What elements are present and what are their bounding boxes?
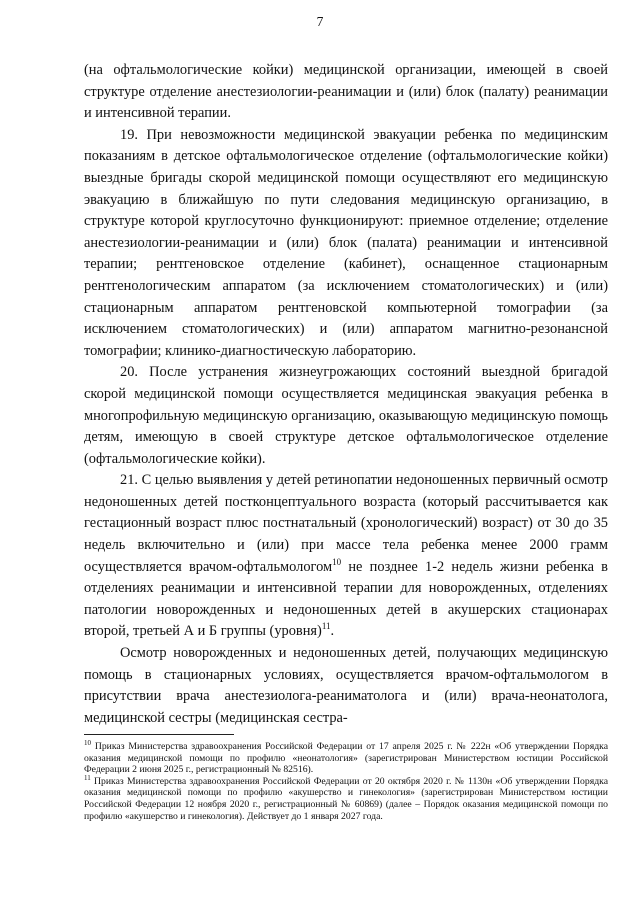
footnote-10-text: Приказ Министерства здравоохранения Российской Федерации от 17 апреля 2025 г. № 222н «Об утверждении Порядка оказания медицинской помощи по профилю «неонатология» (зарегистрирован Министерством юстиции Российской Федерации 2 июня 2025 г., регистрационный № 82516).	[84, 741, 608, 776]
paragraph-21-part-c: .	[330, 623, 335, 640]
paragraph-continuation: (на офтальмологические койки) медицинской организации, имеющей в своей структуре отделение анестезиологии-реанимации и (или) блок (палату) реанимации и интенсивной терапии.	[84, 62, 608, 122]
paragraph-21-part-a: 21. С целью выявления у детей ретинопатии недоношенных первичный осмотр недоношенных детей постконцептуального возраста (который рассчитывается как гестационный возраст плюс постнатальный (хронологический) возраст) от 30 до 35 недель включительно и (или) при массе тела ребенка менее 2000 грамм осуществляется врачом-офтальмологом	[84, 472, 608, 575]
paragraph-21	[84, 470, 608, 643]
footnotes	[84, 734, 608, 822]
footnote-ref-11[interactable]: 11	[321, 621, 331, 632]
footnote-10-number: 10	[84, 738, 91, 747]
footnote-11	[84, 773, 608, 822]
footnote-11-text: Приказ Министерства здравоохранения Российской Федерации от 20 октября 2020 г. № 1130н «Об утверждении Порядка оказания медицинской помощи по профилю «акушерство и гинекология» (зарегистрирован Министерством юстиции Российской Федерации 12 ноября 2020 г., регистрационный № 60869) (далее – Порядок оказания медицинской помощи по профилю «акушерство и гинекология). Действует до 1 января 2027 года.	[84, 775, 608, 822]
paragraph-20: 20. После устранения жизнеугрожающих состояний выездной бригадой скорой медицинской помощи осуществляется медицинская эвакуация ребенка в многопрофильную медицинскую организацию, оказывающую медицинскую помощь детям, имеющую в своей структуре детское офтальмологическое отделение (офтальмологические койки).	[84, 364, 608, 467]
paragraph-exam: Осмотр новорожденных и недоношенных детей, получающих медицинскую помощь в стационарных условиях, осуществляется врачом-офтальмологом в присутствии врача анестезиолога-реаниматолога и (или) врача-неонатолога, медицинской сестры (медицинская сестра-	[84, 645, 608, 726]
footnote-11-number: 11	[84, 773, 91, 782]
body-text	[84, 60, 608, 729]
paragraph-21-part-b: не позднее 1-2 недель жизни ребенка в отделениях реанимации и интенсивной терапии для новорожденных, отделениях патологии новорожденных и недоношенных детей в акушерских стационарах второй, третьей А и Б группы (уровня)	[84, 558, 608, 640]
footnote-10	[84, 738, 608, 776]
page-number: 7	[316, 14, 324, 29]
footnote-ref-10[interactable]: 10	[332, 556, 342, 567]
paragraph-19: 19. При невозможности медицинской эвакуации ребенка по медицинским показаниям в детское офтальмологическое отделение (офтальмологические койки) выездные бригады скорой медицинской помощи осуществляют его медицинскую эвакуацию в ближайшую по пути следования медицинскую организацию, в структуре которой круглосуточно функционируют: приемное отделение; отделение анестезиологии-реанимации и (или) блок (палата) реанимации и интенсивной терапии; рентгеновское отделение (кабинет), оснащенное стационарным рентгенологическим аппаратом (за исключением стоматологических) и (или) стационарным аппаратом рентгеновской компьютерной томографии (за исключением стоматологических) и (или) аппаратом магнитно-резонансной томографии; клинико-диагностическую лабораторию.	[84, 126, 608, 359]
footnote-divider	[84, 734, 234, 735]
